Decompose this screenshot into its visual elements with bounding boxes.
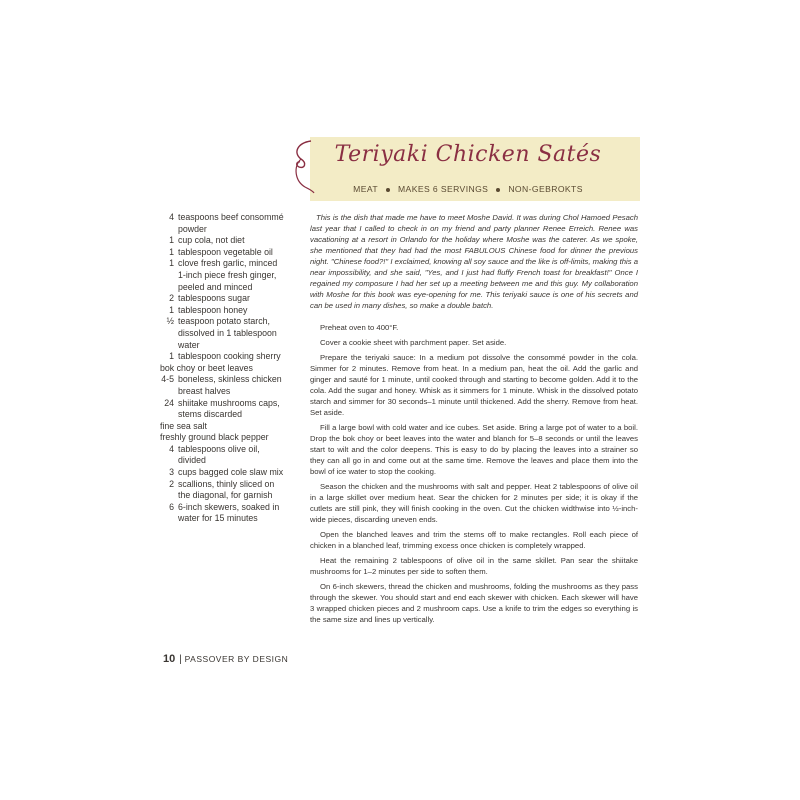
ingredient-qty: 6 [169, 501, 174, 512]
ingredient-item [160, 316, 286, 351]
meta-gebrokts: NON-GEBROKTS [508, 184, 583, 194]
ingredient-item [160, 444, 286, 467]
instruction-step: Prepare the teriyaki sauce: In a medium pot dissolve the consommé powder in the cola. Simmer for 2 minutes. Remove from heat. In a medium pan, heat the oil. Add the garlic and ginger and sauté for 1 minute, until cooked through and starting to become golden. Add it to the cola. Add the sugar and honey. Whisk as it simmers for 1 minute. Whisk in the dissolved potato starch and simmer for 30 seconds–1 minute until thickened. Add the sherry. Remove from heat. Set aside. [310, 353, 638, 417]
ingredient-text: boneless, skinless chicken breast halves [178, 374, 282, 396]
meta-servings: MAKES 6 SERVINGS [398, 184, 489, 194]
ingredient-qty: 1 [169, 351, 174, 362]
ingredient-qty: 2 [169, 293, 174, 304]
meta-category: MEAT [353, 184, 378, 194]
ingredient-qty: 4 [169, 212, 174, 222]
ingredient-qty: 2 [169, 478, 174, 489]
ingredient-qty [160, 270, 178, 293]
ingredient-item [160, 502, 286, 525]
footer-separator: | [179, 654, 182, 665]
recipe-body [310, 212, 638, 629]
instruction-step: Season the chicken and the mushrooms with salt and pepper. Heat 2 tablespoons of olive oil in a large skillet over medium heat. Sear the chicken for 2 minutes per side; it is okay if the cutlets are still pink, they will finish cooking in the oven. Cut the chicken widthwise into ½-inch-wide pieces, discarding uneven ends. [310, 482, 638, 524]
ingredient-text: tablespoon cooking sherry [178, 351, 281, 362]
ingredient-qty: 3 [169, 467, 174, 478]
ingredient-text: tablespoons olive oil, divided [178, 443, 260, 466]
ingredient-qty: 1 [169, 304, 174, 315]
bullet-icon [496, 188, 500, 192]
ingredient-item [160, 479, 286, 502]
page-number: 10 [163, 653, 176, 665]
bullet-icon [386, 188, 390, 192]
ingredient-qty: ½ [166, 316, 174, 327]
ingredient-item [160, 374, 286, 397]
ingredient-text: tablespoons sugar [178, 293, 250, 304]
book-title: PASSOVER BY DESIGN [184, 654, 289, 664]
ingredient-qty: 24 [164, 397, 174, 408]
recipe-meta [318, 184, 618, 194]
ingredient-text: tablespoon vegetable oil [178, 246, 273, 257]
ingredient-text: cup cola, not diet [178, 235, 245, 246]
ingredient-qty: 4 [169, 443, 174, 454]
ingredient-text: tablespoon honey [178, 304, 248, 315]
ingredient-text: 1-inch piece fresh ginger, peeled and minced [178, 269, 277, 292]
ingredient-item [160, 258, 286, 270]
ingredient-qty: 1 [169, 246, 174, 257]
ingredient-text: teaspoon potato starch, dissolved in 1 tablespoon water [178, 316, 277, 350]
ingredient-item [160, 235, 286, 247]
instruction-step: Cover a cookie sheet with parchment paper. Set aside. [320, 338, 507, 347]
ingredient-item [160, 247, 286, 259]
ingredient-qty: 1 [169, 235, 174, 246]
ingredient-text: shiitake mushrooms caps, stems discarded [178, 397, 280, 420]
instruction-step: Fill a large bowl with cold water and ice cubes. Set aside. Bring a large pot of water to a boil. Drop the bok choy or beet leaves into the water and blanch for 5–8 seconds or until the leaves start to wilt and the color deepens. This is easy to do by placing the leaves into a strainer so they can all go in and come out at the same time. Remove the leaves and place them into the bowl of ice water to stop the cooking. [310, 423, 638, 476]
ingredient-item [160, 305, 286, 317]
recipe-intro: This is the dish that made me have to meet Moshe David. It was during Chol Hamoed Pesach last year that I called to check in on my friend and party planner Renee Erreich. Renee was vacationing at a resort in Orlando for the holiday where Moshe was the caterer. As we spoke, she mentioned that they had had the most FABULOUS Chinese food for dinner the previous night. "Chinese food?!" I exclaimed, knowing all soy sauce and the like is off-limits, making this a near impossibility, and she said, "Yes, and I just had fluffy French toast for breakfast!" Once I regained my composure I had her set up a meeting between me and this guy. My collaboration with Moshe for this book was eye-opening for me. This teriyaki sauce is one of his secrets and can be used in many dishes, so make a double batch. [310, 213, 638, 310]
ingredient-text: cups bagged cole slaw mix [178, 467, 284, 478]
recipe-title: Teriyaki Chicken Satés [334, 142, 602, 167]
ingredient-item [160, 421, 286, 433]
ingredient-text: bok choy or beet leaves [160, 362, 253, 373]
ingredient-text: clove fresh garlic, minced [178, 258, 278, 269]
ingredient-text: scallions, thinly sliced on the diagonal, for garnish [178, 478, 275, 501]
ingredient-text: 6-inch skewers, soaked in water for 15 minutes [178, 501, 280, 524]
ingredient-qty: 1 [169, 258, 174, 269]
ingredient-item [160, 212, 286, 235]
ingredient-item [160, 293, 286, 305]
instruction-step: Heat the remaining 2 tablespoons of olive oil in the same skillet. Pan sear the shiitake mushrooms for 1–2 minutes per side to soften them. [310, 556, 638, 576]
instruction-step: Preheat oven to 400°F. [320, 323, 399, 332]
ingredient-item [160, 270, 286, 293]
ingredient-text: freshly ground black pepper [160, 432, 269, 443]
ingredient-item [160, 398, 286, 421]
ingredient-item [160, 467, 286, 479]
instruction-step: Open the blanched leaves and trim the stems off to make rectangles. Roll each piece of chicken in a blanched leaf, trimming excess once chicken is completely wrapped. [310, 530, 638, 550]
ingredient-item [160, 363, 286, 375]
ingredient-text: fine sea salt [160, 420, 207, 431]
ingredient-list [160, 212, 286, 525]
ingredient-item [160, 351, 286, 363]
ingredient-item [160, 432, 286, 444]
swirl-ornament-icon [287, 137, 315, 195]
ingredient-qty: 4-5 [161, 374, 174, 385]
page-footer [163, 653, 288, 665]
instruction-step: On 6-inch skewers, thread the chicken and mushrooms, folding the mushrooms as they pass through the skewer. You should start and end each skewer with chicken. Each skewer will have 3 wrapped chicken pieces and 2 mushroom caps. Use a knife to trim the edges so everything is the same size and lines up vertically. [310, 582, 638, 624]
ingredient-text: teaspoons beef consommé powder [178, 212, 284, 234]
